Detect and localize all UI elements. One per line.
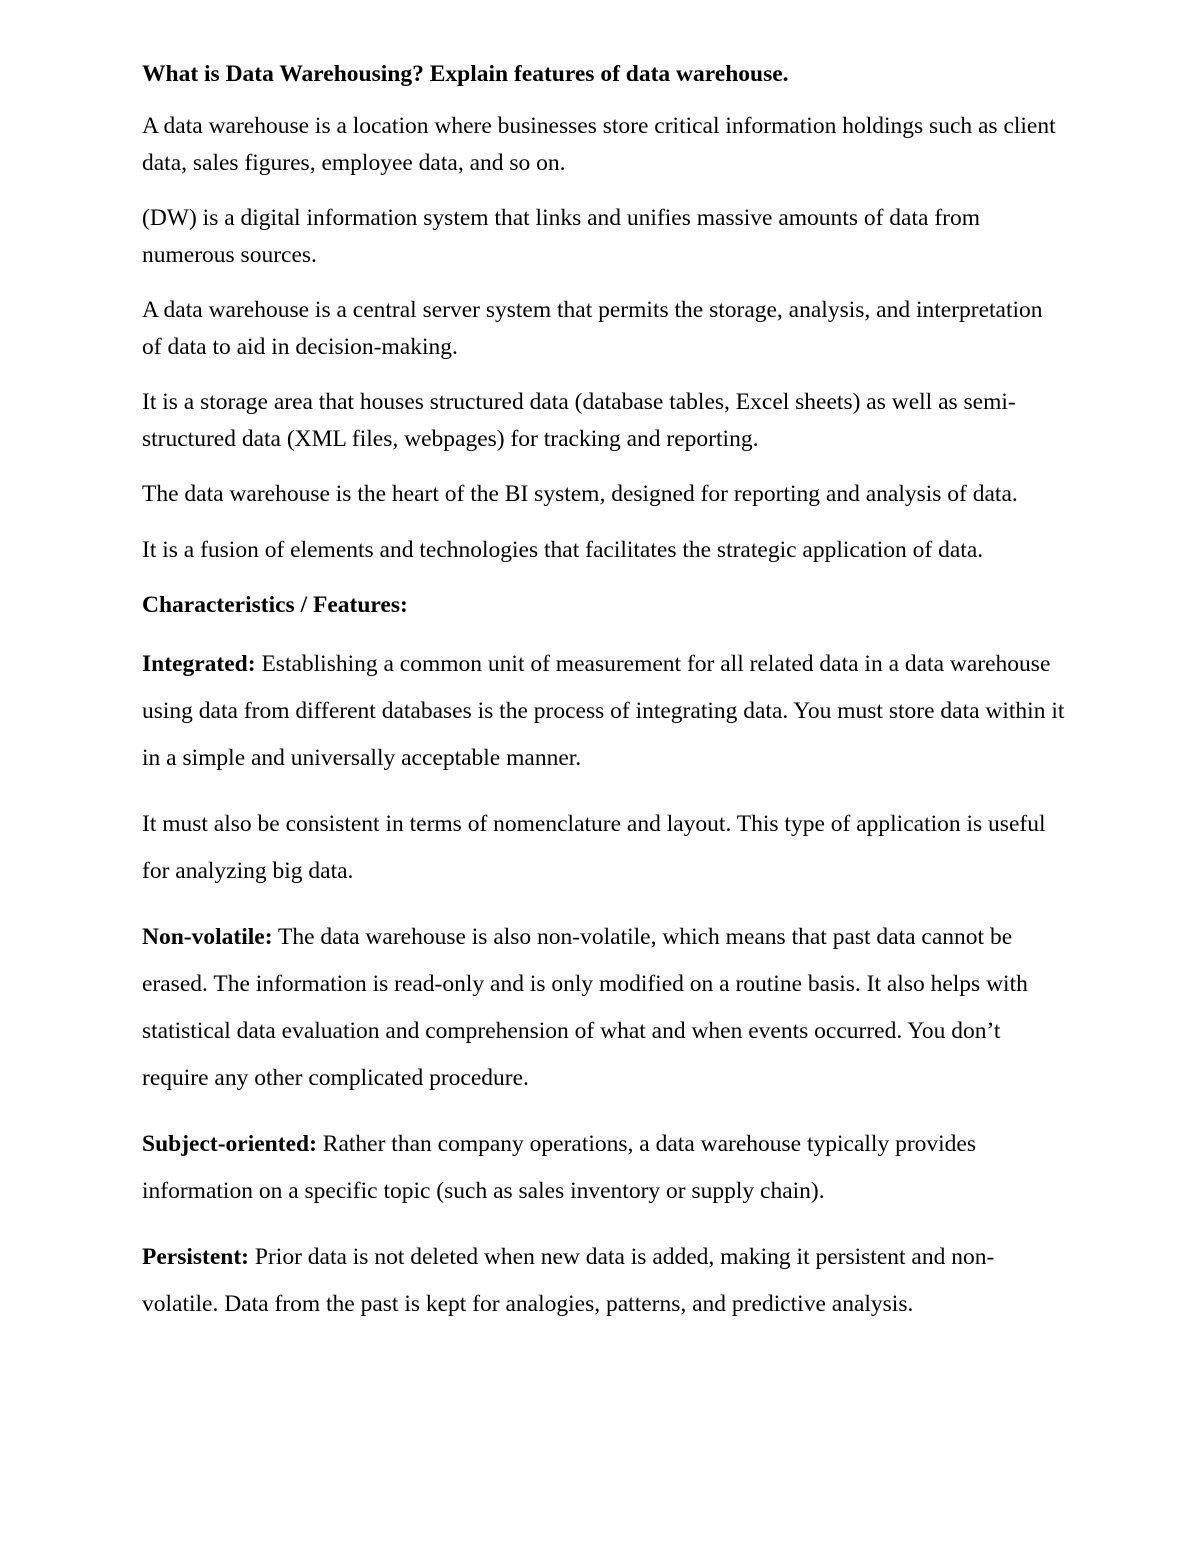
intro-paragraph: A data warehouse is a location where businesses store critical information holdings such as client data, sales figures, employee data, and so on. — [142, 113, 1056, 176]
feature-paragraph-persistent — [142, 1234, 1067, 1328]
feature-paragraph-subject-oriented — [142, 1121, 1067, 1215]
feature-text: Establishing a common unit of measurement for all related data in a data warehouse using data from different databases is the process of integrating data. You must store data within it in a simple and universally acceptable manner. — [142, 651, 1065, 771]
features-heading: Characteristics / Features: — [142, 592, 408, 618]
feature-term: Non-volatile: — [142, 924, 273, 950]
feature-term: Integrated: — [142, 651, 256, 677]
intro-paragraph: A data warehouse is a central server system that permits the storage, analysis, and interpretation of data to aid in decision-making. — [142, 297, 1043, 360]
feature-text: The data warehouse is also non-volatile, which means that past data cannot be erased. The information is read-only and is only modified on a routine basis. It also helps with statistical data evaluation and comprehension of what and when events occurred. You don’t require any other complicated procedure. — [142, 924, 1028, 1091]
intro-paragraph: The data warehouse is the heart of the BI system, designed for reporting and analysis of data. — [142, 481, 1018, 507]
feature-paragraph-non-volatile — [142, 914, 1067, 1102]
feature-term: Subject-oriented: — [142, 1131, 317, 1157]
feature-term: Persistent: — [142, 1244, 250, 1270]
intro-paragraph: It is a fusion of elements and technologies that facilitates the strategic application of data. — [142, 536, 984, 563]
document-page — [142, 56, 1067, 1347]
feature-text: Rather than company operations, a data warehouse typically provides information on a specific topic (such as sales inventory or supply chain). — [142, 1131, 977, 1204]
intro-paragraph: (DW) is a digital information system that links and unifies massive amounts of data from numerous sources. — [142, 205, 981, 268]
feature-paragraph-integrated — [142, 641, 1067, 782]
document-title: What is Data Warehousing? Explain features of data warehouse. — [142, 61, 789, 87]
intro-paragraph: It is a storage area that houses structured data (database tables, Excel sheets) as well as semi-structured data (XML files, webpages) for tracking and reporting. — [142, 389, 1016, 452]
feature-text: Prior data is not deleted when new data is added, making it persistent and non-volatile. Data from the past is kept for analogies, patterns, and predictive analysis. — [142, 1244, 995, 1317]
feature-text: It must also be consistent in terms of nomenclature and layout. This type of application is useful for analyzing big data. — [142, 811, 1046, 884]
feature-paragraph-consistency — [142, 801, 1067, 895]
